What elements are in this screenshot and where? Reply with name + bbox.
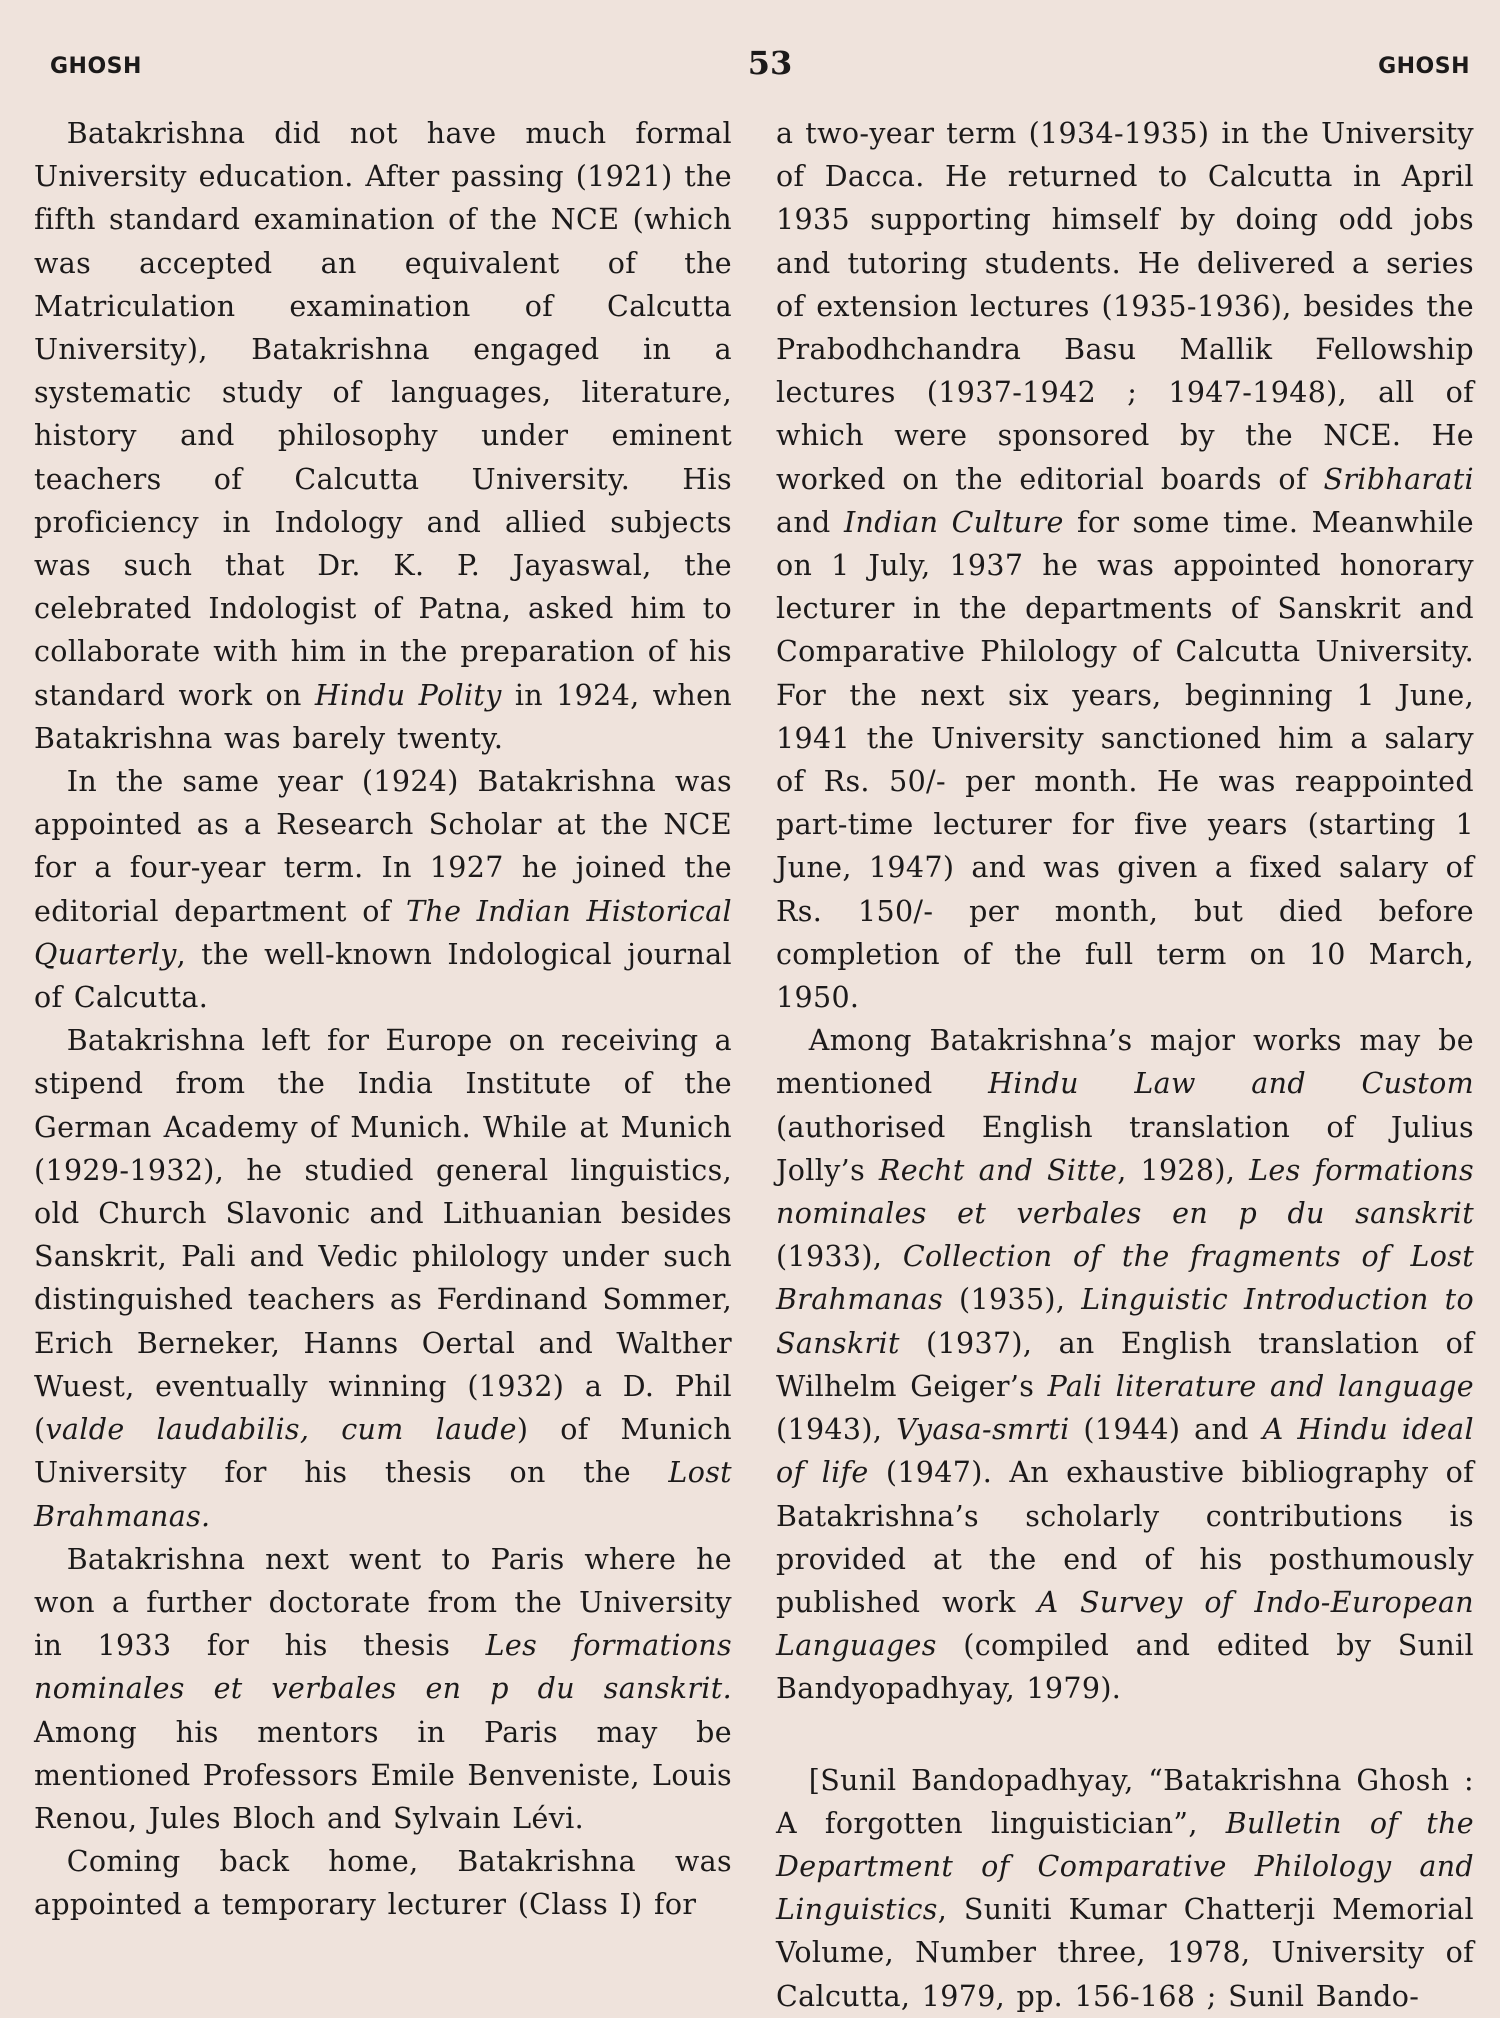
running-header — [50, 44, 1470, 94]
italic-title-text: Hindu Law and Custom — [988, 1067, 1474, 1101]
body-text: , the well-known Indological journal of Calcutta. — [34, 937, 732, 1015]
italic-title-text: Linguistic Introduction to Sanskrit — [776, 1283, 1474, 1360]
left-column — [34, 112, 732, 1927]
body-text: Batakrishna did not have much formal University education. After passing (1921) the fifth standard examination of the NCE (which was accepted an equivalent of the Matriculation examination of Calcutta University), Batakrishna engaged in a systematic study of languages, literature, history and philosophy under eminent teachers of Calcutta University. His proficiency in Indology and allied subjects was such that Dr. K. P. Jayaswal, the celebrated Indologist of Patna, asked him to collaborate with him in the preparation of his standard work on — [34, 117, 732, 712]
italic-title-text: Vyasa-smrti — [896, 1413, 1070, 1447]
italic-title-text: A Survey of Indo-European Languages — [776, 1585, 1474, 1663]
body-text: [Sunil Bandopadhyay, “Batakrishna Ghosh : A forgotten linguistician”, — [776, 1763, 1474, 1840]
paragraph-munich — [34, 1019, 732, 1537]
paragraph-dacca-calcutta — [776, 112, 1474, 1019]
italic-title-text: Hindu Polity — [314, 678, 502, 712]
paragraph-research-scholar — [34, 760, 732, 1019]
italic-title-text: valde laudabilis, cum laude — [45, 1413, 517, 1447]
body-text: In the same year (1924) Batakrishna was appointed as a Research Scholar at the NCE for a four-year term. In 1927 he joined the editorial department of — [34, 765, 732, 928]
italic-title-text: Sribharati — [1323, 462, 1474, 496]
header-author-right: GHOSH — [1378, 54, 1470, 79]
reference-citation — [776, 1759, 1474, 2018]
body-text: (authorised English translation of Julius Jolly’s — [776, 1110, 1474, 1187]
body-text: a two-year term (1934-1935) in the University of Dacca. He returned to Calcutta in April 1935 supporting himself by doing odd jobs and tutoring students. He delivered a series of extension lectures (1935-1936), besides the Prabodhchandra Basu Mallik Fellowship lectures (1937-1942 ; 1947-1948), all of which were sponsored by the NCE. He worked on the editorial boards of — [776, 117, 1474, 496]
right-column — [776, 112, 1474, 2018]
paragraph-paris — [34, 1538, 732, 1840]
italic-title-text: Recht and Sitte — [878, 1153, 1118, 1187]
body-text: (1944) and — [1069, 1413, 1263, 1447]
body-text: , Suniti Kumar Chatterji Memorial Volume, Number three, 1978, University of Calcutta, 1979, pp. 156-168 ; Sunil Bando- — [776, 1893, 1474, 2013]
italic-title-text: Pali literature and language — [1047, 1369, 1475, 1403]
body-text: Among his mentors in Paris may be mentioned Professors Emile Benveniste, Louis Renou, Jules Bloch and Sylvain Lévi. — [34, 1715, 732, 1835]
body-text: for some time. Meanwhile on 1 July, 1937 he was appointed honorary lecturer in the departments of Sanskrit and Comparative Philology of Calcutta University. For the next six years, beginning 1 June, 1941 the University sanctioned him a salary of Rs. 50/- per month. He was reappointed part-time lecturer for five years (starting 1 June, 1947) and was given a fixed salary of Rs. 150/- per month, but died before completion of the full term on 10 March, 1950. — [776, 505, 1474, 1015]
body-text: Batakrishna left for Europe on receiving a stipend from the India Institute of the German Academy of Munich. While at Munich (1929-1932), he studied general linguistics, old Church Slavonic and Lithuanian besides Sanskrit, Pali and Vedic philology under such distinguished teachers as Ferdinand Sommer, Erich Berneker, Hanns Oertal and Walther Wuest, eventually winning (1932) a D. Phil ( — [34, 1024, 732, 1447]
body-text: ) of Munich University for his thesis on the — [34, 1413, 732, 1490]
italic-title-text: The Indian Historical Quarterly — [34, 894, 732, 971]
body-text: Coming back home, Batakrishna was appointed a temporary lecturer (Class I) for — [34, 1845, 732, 1922]
paragraph-return-home — [34, 1840, 732, 1926]
italic-title-text: Indian Culture — [843, 505, 1064, 539]
italic-title-text: Les formations nominales et verbales en p du sanskrit — [776, 1153, 1474, 1231]
body-text: (1937), an English translation of Wilhelm Geiger’s — [776, 1326, 1474, 1403]
italic-title-text: Bulletin of the Department of Comparative Philology and Linguistics — [776, 1806, 1474, 1927]
header-author-left: GHOSH — [50, 54, 142, 79]
body-text: (compiled and edited by Sunil Bandyopadhyay, 1979). — [776, 1629, 1474, 1706]
italic-title-text: Les formations nominales et verbales en p du sanskrit. — [34, 1629, 732, 1706]
page-number: 53 — [747, 44, 793, 82]
body-text: (1943), — [776, 1413, 897, 1447]
paragraph-major-works — [776, 1019, 1474, 1710]
italic-title-text: Collection of the fragments of Lost Brahmanas — [776, 1240, 1475, 1317]
body-text: and — [776, 505, 844, 539]
body-text: Batakrishna next went to Paris where he won a further doctorate from the University in 1933 for his thesis — [34, 1542, 732, 1663]
body-text: , 1928), — [1117, 1153, 1250, 1187]
body-text: (1947). An exhaustive bibliography of Batakrishna’s scholarly contributions is provided at the end of his posthumously published work — [776, 1456, 1474, 1619]
italic-title-text: A Hindu ideal of life — [776, 1413, 1474, 1490]
body-text: in 1924, when Batakrishna was barely twenty. — [34, 678, 733, 755]
italic-title-text: Lost Brahmanas. — [34, 1456, 732, 1533]
body-text: (1933), — [776, 1240, 903, 1274]
body-text: Among Batakrishna’s major works may be mentioned — [776, 1024, 1474, 1101]
paragraph-education — [34, 112, 732, 760]
body-text: (1935), — [943, 1283, 1082, 1317]
